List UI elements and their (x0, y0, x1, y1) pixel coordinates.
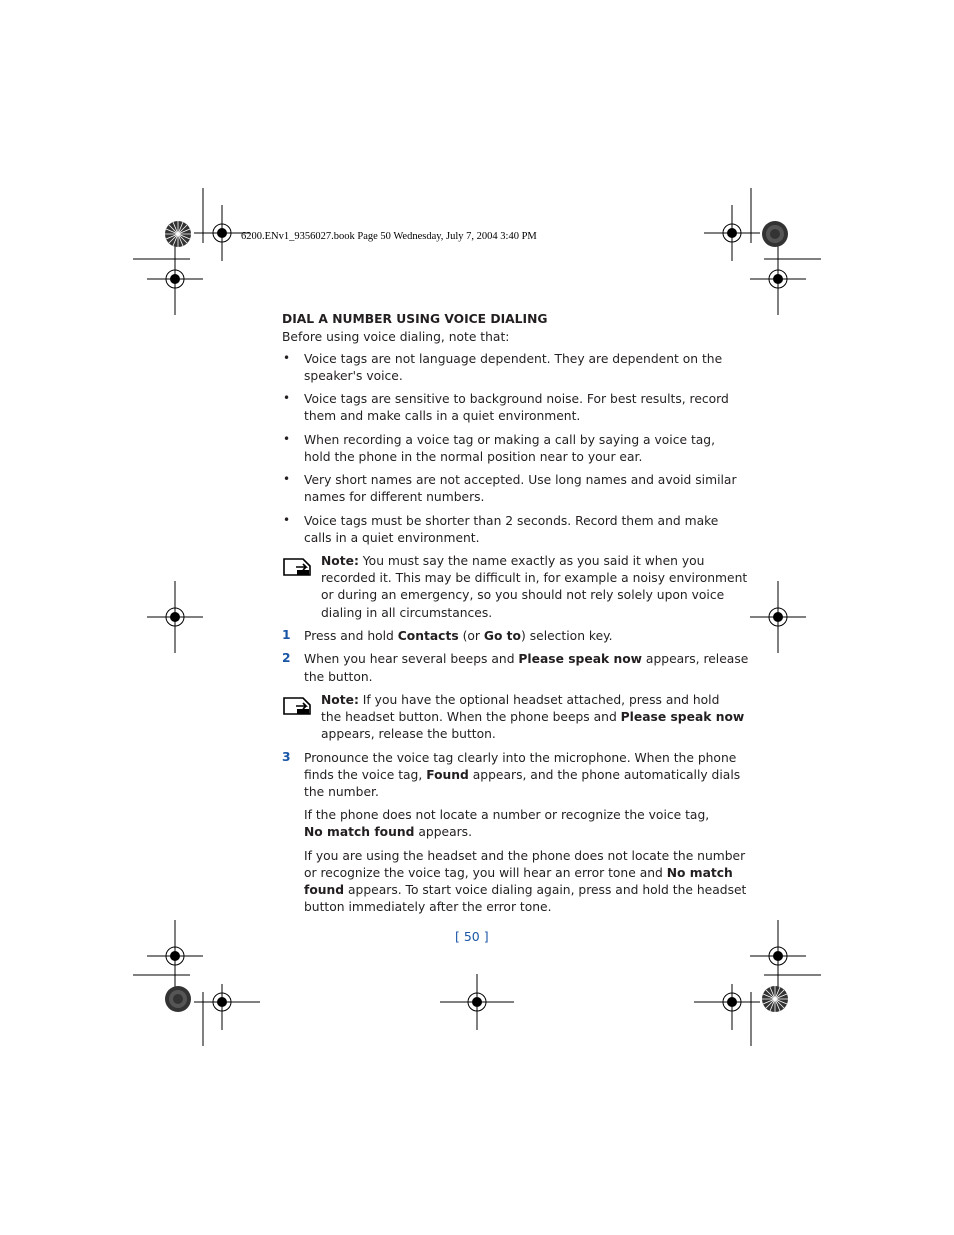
paragraph-cont: found appears. To start voice dialing again, press and hold the headset (304, 883, 747, 897)
list-item-cont: names for different numbers. (304, 490, 485, 504)
step-text: Press and hold Contacts (or Go to) selection key. (304, 629, 613, 643)
list-item: Very short names are not accepted. Use long names and avoid similar (304, 473, 737, 487)
bullet-marker: • (283, 513, 291, 527)
bullet-marker: • (283, 432, 291, 446)
list-item-cont: hold the phone in the normal position near to your ear. (304, 450, 643, 464)
note-text: You must say the name exactly as you said it when you (358, 554, 705, 568)
list-item: Voice tags are not language dependent. They are dependent on the (304, 352, 723, 366)
note-line: or during an emergency, so you should not rely solely upon voice (321, 588, 725, 602)
list-item-cont: calls in a quiet environment. (304, 531, 480, 545)
paragraph-cont: button immediately after the error tone. (304, 900, 552, 914)
section-title: DIAL A NUMBER USING VOICE DIALING (282, 312, 548, 326)
bullet-marker: • (283, 351, 291, 365)
step-number: 2 (282, 651, 291, 665)
note-icon (283, 558, 311, 576)
paragraph-cont: No match found appears. (304, 825, 472, 839)
paragraph-cont: or recognize the voice tag, you will hear an error tone and No match (304, 866, 733, 880)
list-item: When recording a voice tag or making a call by saying a voice tag, (304, 433, 716, 447)
step-text: Pronounce the voice tag clearly into the microphone. When the phone (304, 751, 737, 765)
list-item-cont: them and make calls in a quiet environment. (304, 409, 581, 423)
step-text-cont: the number. (304, 785, 379, 799)
step-text-cont: finds the voice tag, Found appears, and the phone automatically dials (304, 768, 741, 782)
list-item: Voice tags must be shorter than 2 seconds. Record them and make (304, 514, 719, 528)
note-line: Note: If you have the optional headset attached, press and hold (321, 693, 720, 707)
bullet-marker: • (283, 472, 291, 486)
note-icon (283, 697, 311, 715)
note-line (321, 553, 704, 570)
note-line: recorded it. This may be difficult in, for example a noisy environment (321, 571, 748, 585)
step-text: When you hear several beeps and Please speak now appears, release (304, 652, 749, 666)
step-number: 1 (282, 628, 291, 642)
print-header: 6200.ENv1_9356027.book Page 50 Wednesday, July 7, 2004 3:40 PM (241, 231, 537, 242)
step-text-cont: the button. (304, 670, 373, 684)
bullet-marker: • (283, 391, 291, 405)
intro-text: Before using voice dialing, note that: (282, 330, 510, 344)
list-item-cont: speaker's voice. (304, 369, 403, 383)
list-item: Voice tags are sensitive to background noise. For best results, record (304, 392, 729, 406)
note-label: Note: (321, 554, 359, 568)
step-number: 3 (282, 750, 291, 764)
note-line: appears, release the button. (321, 727, 496, 741)
note-line: dialing in all circumstances. (321, 606, 493, 620)
page-number: [ 50 ] (455, 929, 489, 944)
paragraph: If you are using the headset and the phone does not locate the number (304, 849, 746, 863)
paragraph: If the phone does not locate a number or recognize the voice tag, (304, 808, 710, 822)
note-line: the headset button. When the phone beeps and Please speak now (321, 710, 745, 724)
